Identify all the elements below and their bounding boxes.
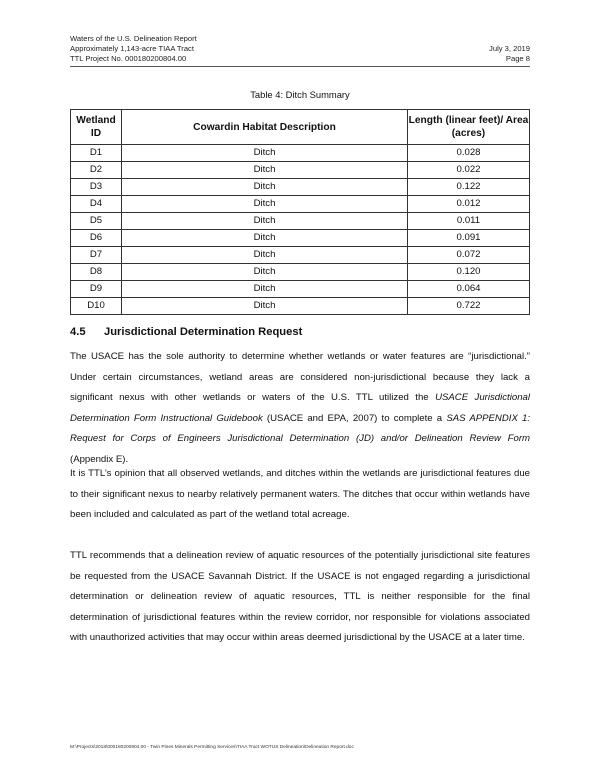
table-row xyxy=(71,247,530,264)
guidebook-title: USACE Jurisdictional Determination Form Instructional Guidebook xyxy=(70,392,530,424)
cell-area: 0.091 xyxy=(408,230,530,247)
column-header-habitat: Cowardin Habitat Description xyxy=(122,110,408,145)
header-report-title: Waters of the U.S. Delineation Report xyxy=(70,34,197,43)
cell-habitat: Ditch xyxy=(122,145,408,162)
cell-habitat: Ditch xyxy=(122,230,408,247)
cell-habitat: Ditch xyxy=(122,264,408,281)
cell-id: D2 xyxy=(71,162,122,179)
cell-id: D9 xyxy=(71,281,122,298)
section-number: 4.5 xyxy=(70,326,86,338)
section-heading xyxy=(70,326,302,338)
cell-habitat: Ditch xyxy=(122,213,408,230)
table-row xyxy=(71,213,530,230)
cell-id: D3 xyxy=(71,179,122,196)
cell-area: 0.028 xyxy=(408,145,530,162)
header-page-number: Page 8 xyxy=(505,54,530,63)
table-row xyxy=(71,264,530,281)
table-row xyxy=(71,298,530,315)
paragraph-jurisdiction-authority xyxy=(70,347,530,470)
paragraph-text: The USACE has the sole authority to determine whether wetlands or water features are “jurisdictional.” Under certain circumstances, wetland areas are considered non-jurisdictional because they lack a significant nexus with other wetlands or waters of the U.S. TTL utilized the xyxy=(70,351,530,403)
column-header-wetland-id: Wetland ID xyxy=(71,110,122,145)
header-left xyxy=(70,34,197,64)
section-title: Jurisdictional Determination Request xyxy=(104,326,303,338)
cell-area: 0.064 xyxy=(408,281,530,298)
form-title: SAS APPENDIX 1: Request for Corps of Engineers Jurisdictional Determination (JD) and/or Delineation Review Form xyxy=(70,412,531,444)
cell-habitat: Ditch xyxy=(122,247,408,264)
table-row xyxy=(71,281,530,298)
table-row xyxy=(71,162,530,179)
header-date: July 3, 2019 xyxy=(489,44,530,53)
ditch-summary-table xyxy=(70,109,530,315)
table-header-row xyxy=(71,110,530,145)
table-row xyxy=(71,230,530,247)
paragraph-text: (Appendix E). xyxy=(70,453,129,465)
cell-area: 0.011 xyxy=(408,213,530,230)
table-row xyxy=(71,196,530,213)
paragraph-ttl-opinion: It is TTL’s opinion that all observed wetlands, and ditches within the wetlands are jurisdictional features due to their significant nexus to nearby relatively permanent waters. The ditches that occur within wetlands have been included and calculated as part of the wetland total acreage. xyxy=(70,468,530,520)
cell-area: 0.120 xyxy=(408,264,530,281)
header-project-number: TTL Project No. 000180200804.00 xyxy=(70,54,187,63)
header-divider xyxy=(70,66,530,67)
cell-id: D10 xyxy=(71,298,122,315)
cell-id: D5 xyxy=(71,213,122,230)
column-header-length-area: Length (linear feet)/ Area (acres) xyxy=(408,110,530,145)
paragraph-text: (USACE and EPA, 2007) to complete a xyxy=(262,412,447,424)
header-right xyxy=(489,44,530,64)
cell-habitat: Ditch xyxy=(122,298,408,315)
cell-area: 0.722 xyxy=(408,298,530,315)
cell-id: D7 xyxy=(71,247,122,264)
cell-id: D8 xyxy=(71,264,122,281)
cell-habitat: Ditch xyxy=(122,162,408,179)
cell-id: D1 xyxy=(71,145,122,162)
cell-area: 0.022 xyxy=(408,162,530,179)
cell-id: D4 xyxy=(71,196,122,213)
cell-area: 0.122 xyxy=(408,179,530,196)
cell-habitat: Ditch xyxy=(122,281,408,298)
cell-area: 0.072 xyxy=(408,247,530,264)
cell-habitat: Ditch xyxy=(122,196,408,213)
table-caption: Table 4: Ditch Summary xyxy=(250,89,350,100)
cell-habitat: Ditch xyxy=(122,179,408,196)
table-row xyxy=(71,179,530,196)
cell-id: D6 xyxy=(71,230,122,247)
paragraph-recommendation: TTL recommends that a delineation review of aquatic resources of the potentially jurisdictional site features be requested from the USACE Savannah District. If the USACE is not engaged regarding a jurisdictional determination or delineation review of aquatic resources, TTL is neither responsible for the final determination of jurisdictional features within the review corridor, nor responsible for violations associated with unauthorized activities that may occur within areas deemed jurisdictional by the USACE at a later time. xyxy=(70,550,530,643)
cell-area: 0.012 xyxy=(408,196,530,213)
table-row xyxy=(71,145,530,162)
footer-file-path: M:\Projects\2018\000180200804.00 - Twin Pines Minerals Permitting Services\TIAA Tract WOTUS Delineation\Delineation Report.doc xyxy=(70,745,354,750)
header-tract: Approximately 1,143-acre TIAA Tract xyxy=(70,44,194,53)
